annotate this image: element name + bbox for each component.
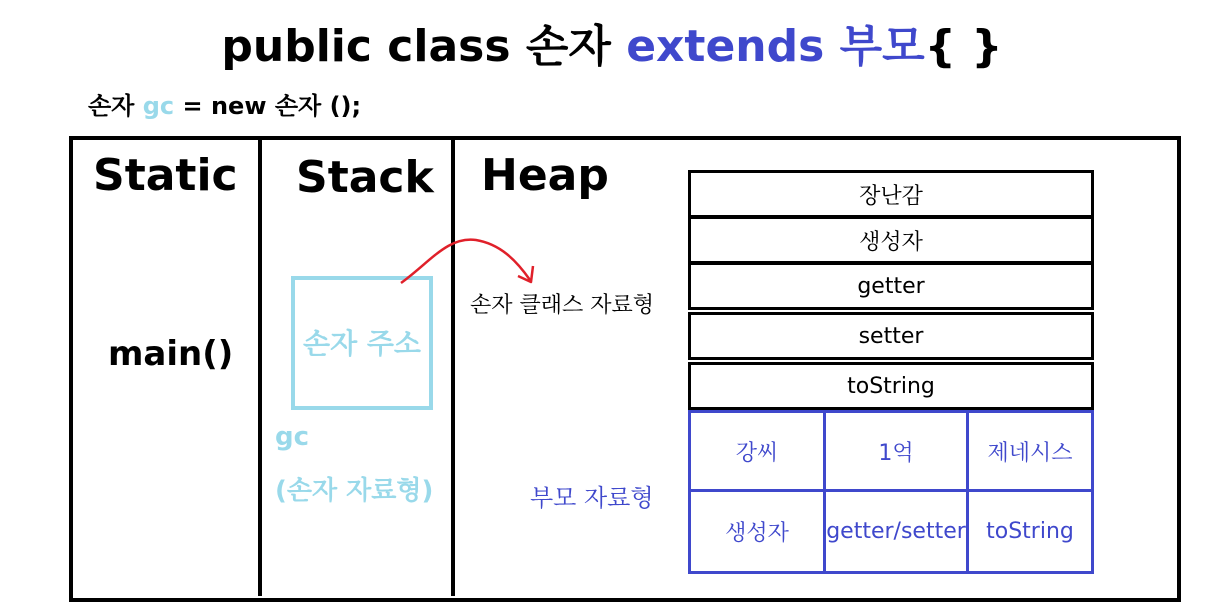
stack-var-name: gc bbox=[275, 422, 310, 452]
static-header: Static bbox=[93, 150, 238, 201]
parent-member-car: 제네시스 bbox=[969, 413, 1091, 492]
stack-var-type: (손자 자료형) bbox=[275, 476, 434, 506]
parent-member-constructor: 생성자 bbox=[691, 492, 826, 571]
parent-member-surname: 강씨 bbox=[691, 413, 826, 492]
parent-member-getter-setter: getter/setter bbox=[826, 492, 969, 571]
stack-box-label: 손자 주소 bbox=[303, 327, 421, 360]
code-variable: gc bbox=[142, 92, 175, 120]
parent-type-label: 부모 자료형 bbox=[530, 484, 654, 512]
code-type: 손자 bbox=[88, 92, 135, 120]
title-braces: { } bbox=[924, 21, 1003, 72]
child-member-toys: 장난감 bbox=[688, 170, 1094, 218]
child-member-setter: setter bbox=[688, 312, 1094, 360]
child-member-constructor: 생성자 bbox=[688, 216, 1094, 264]
parent-member-tostring: toString bbox=[986, 519, 1074, 544]
heap-header: Heap bbox=[481, 150, 609, 201]
child-member-tostring: toString bbox=[688, 362, 1094, 410]
title-class-decl: public class 손자 bbox=[221, 21, 611, 72]
title-extends-decl: extends 부모 bbox=[626, 21, 925, 72]
child-type-label: 손자 클래스 자료형 bbox=[470, 293, 655, 318]
parent-member-money: 1억 bbox=[826, 413, 969, 492]
stack-header: Stack bbox=[296, 152, 434, 203]
child-member-getter: getter bbox=[688, 262, 1094, 310]
main-method: main() bbox=[108, 334, 234, 374]
reference-arrow-curve bbox=[401, 240, 530, 283]
code-new-expr: = new 손자 (); bbox=[182, 92, 362, 120]
